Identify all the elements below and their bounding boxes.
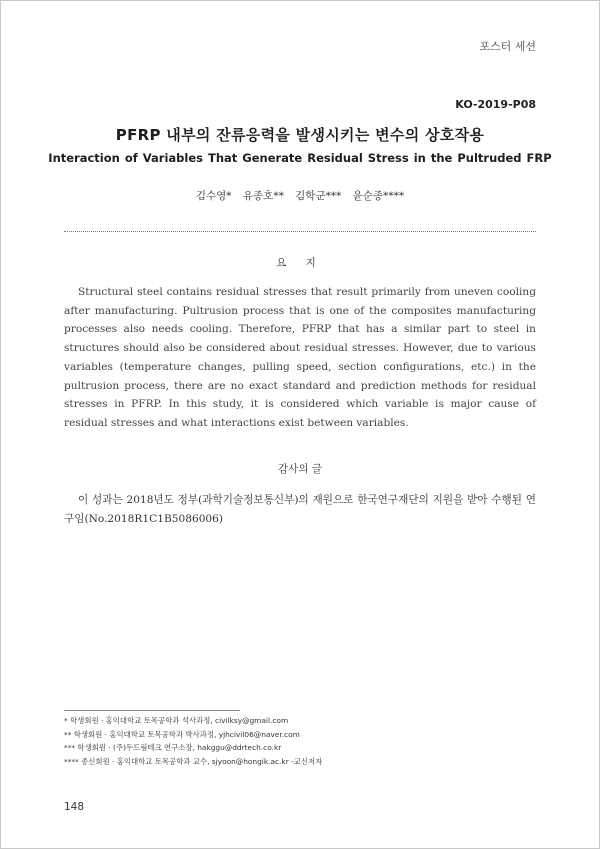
footnote-item: **** 종신회원 · 홍익대학교 토목공학과 교수, sjyoon@hongik.ac.kr -교신저자 (64, 756, 323, 766)
footnotes (64, 714, 536, 768)
footnote-item: * 학생회원 · 홍익대학교 토목공학과 석사과정, civilksy@gmail.com (64, 716, 289, 725)
paper-code: KO-2019-P08 (455, 98, 536, 111)
author-list: 김수영* 유종호** 김학군*** 윤순종**** (195, 190, 405, 202)
title-english: Interaction of Variables That Generate Residual Stress in the Pultruded FRP (48, 151, 552, 165)
acknowledgment-heading: 감사의 글 (278, 463, 322, 475)
abstract-body: Structural steel contains residual stresses that result primarily from uneven cooling after manufacturing. Pultrusion process that is one of the composites manufacturing processes also needs cooling. Therefore, PFRP that has a similar part to steel in structures should also be considered about residual stresses. However, due to various variables (temperature changes, pulling speed, section configurations, etc.) in the pultrusion process, there are no exact standard and prediction methods for residual stresses in PFRP. In this study, it is considered which variable is major cause of residual stresses and what interactions exist between variables. (64, 286, 536, 429)
abstract-heading: 요 지 (276, 257, 324, 269)
footnote-item: *** 학생회원 · (주)두드림테크 연구소장, hakggu@ddrtech.co.kr (64, 743, 282, 752)
section-divider (64, 231, 536, 232)
footnote-rule (64, 710, 240, 711)
page-number: 148 (64, 801, 85, 813)
session-label: 포스터 세션 (479, 40, 536, 53)
footnote-item: ** 학생회원 · 홍익대학교 토목공학과 박사과정, yjhcivil06@naver.com (64, 729, 300, 739)
acknowledgment-body: 이 성과는 2018년도 정부(과학기술정보통신부)의 재원으로 한국연구재단의 지원을 받아 수행된 연구임(No.2018R1C1B5086006) (64, 494, 536, 525)
title-korean: PFRP 내부의 잔류응력을 발생시키는 변수의 상호작용 (115, 126, 485, 144)
